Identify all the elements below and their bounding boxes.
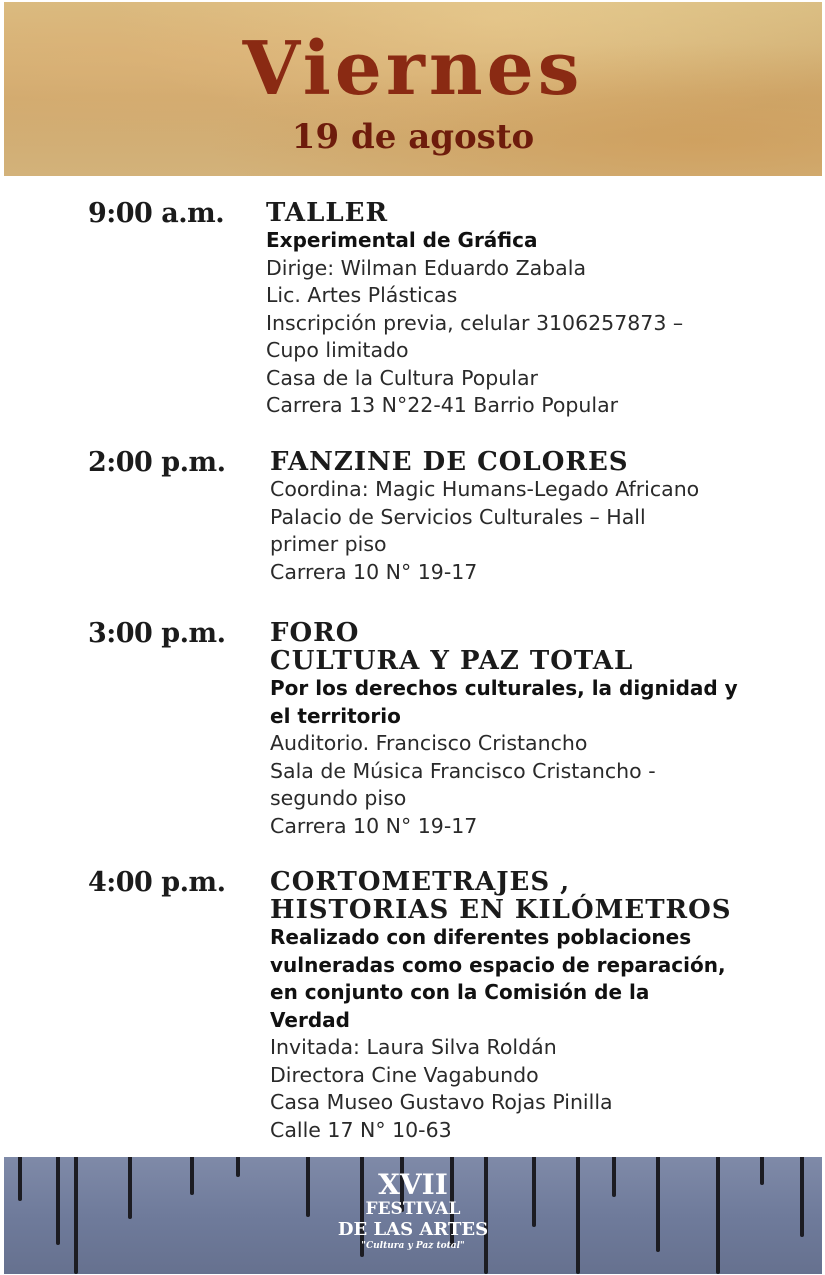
event-detail: Coordina: Magic Humans-Legado Africano [270,477,700,501]
event-detail: Palacio de Servicios Culturales – Hall [270,504,646,529]
event-title: FANZINE DE COLORES [270,447,629,477]
event-detail: Auditorio. Francisco Cristancho [270,731,588,755]
event-body [266,199,683,420]
event-body [270,868,732,1144]
event-detail: Sala de Música Francisco Cristancho - [270,758,656,783]
festival-name-line2: DE LAS ARTES [337,1219,489,1240]
event-detail: Casa de la Cultura Popular [266,365,538,390]
header-banner [4,2,822,176]
page-date: 19 de agosto [291,117,535,157]
event-detail: Carrera 10 N° 19-17 [270,813,478,838]
event-subtitle: Verdad [270,1007,350,1032]
event-title: FORO [270,618,360,648]
event-title: CULTURA Y PAZ TOTAL [270,646,634,676]
event-detail: Carrera 13 N°22-41 Barrio Popular [266,393,619,417]
event-subtitle: el territorio [270,703,401,728]
festival-tagline: "Cultura y Paz total" [361,1241,465,1251]
event-detail: Carrera 10 N° 19-17 [270,559,478,584]
event-detail: primer piso [270,532,387,556]
festival-name-line1: FESTIVAL [365,1199,461,1219]
event-detail: Cupo limitado [266,338,409,362]
event-time: 3:00 p.m. [88,618,226,649]
page-title: Viernes [242,26,584,112]
event-subtitle: Por los derechos culturales, la dignidad y [270,676,738,700]
event-title: TALLER [266,198,389,228]
event-subtitle: Realizado con diferentes poblaciones [270,925,692,949]
festival-edition: XVII [378,1168,448,1201]
event-time: 4:00 p.m. [88,867,226,898]
event-subtitle: vulneradas como espacio de reparación, [270,952,726,977]
event-title: CORTOMETRAJES , [270,867,571,897]
event-body [270,619,738,840]
footer-banner [4,1157,822,1274]
event-detail: Directora Cine Vagabundo [270,1062,539,1087]
event-detail: segundo piso [270,786,407,810]
event-detail: Casa Museo Gustavo Rojas Pinilla [270,1090,613,1114]
event-detail: Calle 17 N° 10-63 [270,1117,452,1142]
event-subtitle: en conjunto con la Comisión de la [270,980,650,1004]
event-body [270,448,699,586]
event-detail: Invitada: Laura Silva Roldán [270,1035,557,1059]
event-time: 2:00 p.m. [88,447,226,478]
event-detail: Dirige: Wilman Eduardo Zabala [266,255,587,280]
event-time: 9:00 a.m. [88,198,225,229]
event-detail: Lic. Artes Plásticas [266,283,458,307]
event-title: HISTORIAS EN KILÓMETROS [270,895,732,925]
event-subtitle: Experimental de Gráfica [266,228,538,252]
event-detail: Inscripción previa, celular 3106257873 – [266,310,684,335]
